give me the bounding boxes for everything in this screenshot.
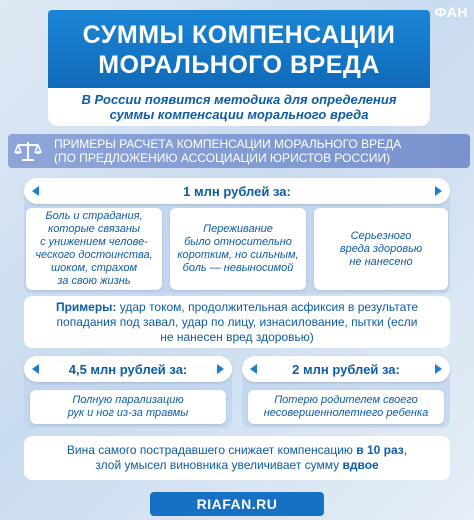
bottom-note-text: злой умысел виновника увеличивает сумму xyxy=(95,458,343,472)
card-text: было относительно xyxy=(184,236,292,248)
card-text: шоком, страхом xyxy=(50,262,138,274)
subtitle-line-1: В России появится методика для определения xyxy=(81,92,397,107)
examples-note xyxy=(24,296,450,348)
examples-note-line-3: не нанесен вред здоровью) xyxy=(160,329,314,344)
examples-note-label: Примеры: xyxy=(55,299,117,314)
bottom-note xyxy=(24,436,450,480)
card-loss-of-child xyxy=(248,390,444,424)
card-text: коротким, но сильным, xyxy=(177,249,299,261)
examples-bar xyxy=(8,134,470,168)
card-text: Полную парализацию xyxy=(72,394,184,406)
examples-line-1: ПРИМЕРЫ РАСЧЕТА КОМПЕНСАЦИИ МОРАЛЬНОГО ВРЕДА xyxy=(54,137,402,151)
bottom-note-line-2 xyxy=(95,458,378,473)
scales-icon xyxy=(8,134,48,168)
bottom-note-line-1 xyxy=(67,443,407,458)
card-no-health-harm xyxy=(314,208,448,290)
card-pain-suffering xyxy=(26,208,162,290)
title-line-2: МОРАЛЬНОГО ВРЕДА xyxy=(98,51,380,79)
arrow-left-icon xyxy=(32,364,39,374)
card-text: Боль и страдания, xyxy=(45,210,143,222)
card-text: ческого достоинства, xyxy=(35,249,153,261)
footer-link[interactable] xyxy=(150,492,324,516)
bottom-note-text: , xyxy=(403,443,408,457)
header-2m xyxy=(242,356,450,382)
card-text: не нанесено xyxy=(349,255,413,268)
card-text: Переживание xyxy=(203,223,273,235)
bottom-note-text: Вина самого пострадавшего снижает компенсацию xyxy=(66,443,357,457)
card-text: Потерю родителем своего xyxy=(274,394,418,406)
examples-text xyxy=(48,137,470,165)
card-text: рук и ног из-за травмы xyxy=(67,407,189,419)
examples-note-text: удар током, продолжительная асфиксия в результате xyxy=(119,299,419,314)
card-short-experience xyxy=(170,208,306,290)
card-text: Серьезного xyxy=(350,229,412,242)
examples-line-2: (ПО ПРЕДЛОЖЕНИЮ АССОЦИАЦИИ ЮРИСТОВ РОССИИ) xyxy=(54,151,391,165)
subtitle-box xyxy=(48,88,430,126)
header-45m xyxy=(24,356,232,382)
card-text: боль — невыносимой xyxy=(182,262,294,274)
header-1m xyxy=(24,178,450,204)
card-text: за свою жизнь xyxy=(57,275,131,287)
watermark: ФАН xyxy=(434,4,468,20)
examples-note-line-1 xyxy=(56,300,418,315)
title-banner xyxy=(48,10,430,90)
arrow-left-icon xyxy=(32,186,39,196)
card-text: с унижением челове- xyxy=(40,236,148,248)
arrow-right-icon xyxy=(217,364,224,374)
header-45m-label: 4,5 млн рублей за: xyxy=(68,361,188,377)
card-text: вреда здоровью xyxy=(339,242,423,255)
arrow-right-icon xyxy=(435,186,442,196)
card-paralysis xyxy=(30,390,226,424)
subtitle-line-2: суммы компенсации морального вреда xyxy=(109,107,369,122)
header-2m-label: 2 млн рублей за: xyxy=(292,361,400,377)
bottom-note-bold: в 10 раз xyxy=(356,443,404,457)
header-1m-label: 1 млн рублей за: xyxy=(183,183,291,199)
title-line-1: СУММЫ КОМПЕНСАЦИИ xyxy=(82,21,396,49)
examples-note-line-2: попадания под завал, удар по лицу, изнасилование, пытки (если xyxy=(56,314,418,329)
footer-label: RIAFAN.RU xyxy=(196,496,278,512)
arrow-left-icon xyxy=(250,364,257,374)
card-text: которые связаны xyxy=(48,223,140,235)
arrow-right-icon xyxy=(435,364,442,374)
card-text: несовершеннолетнего ребенка xyxy=(263,407,429,419)
bottom-note-bold: вдвое xyxy=(342,458,379,472)
